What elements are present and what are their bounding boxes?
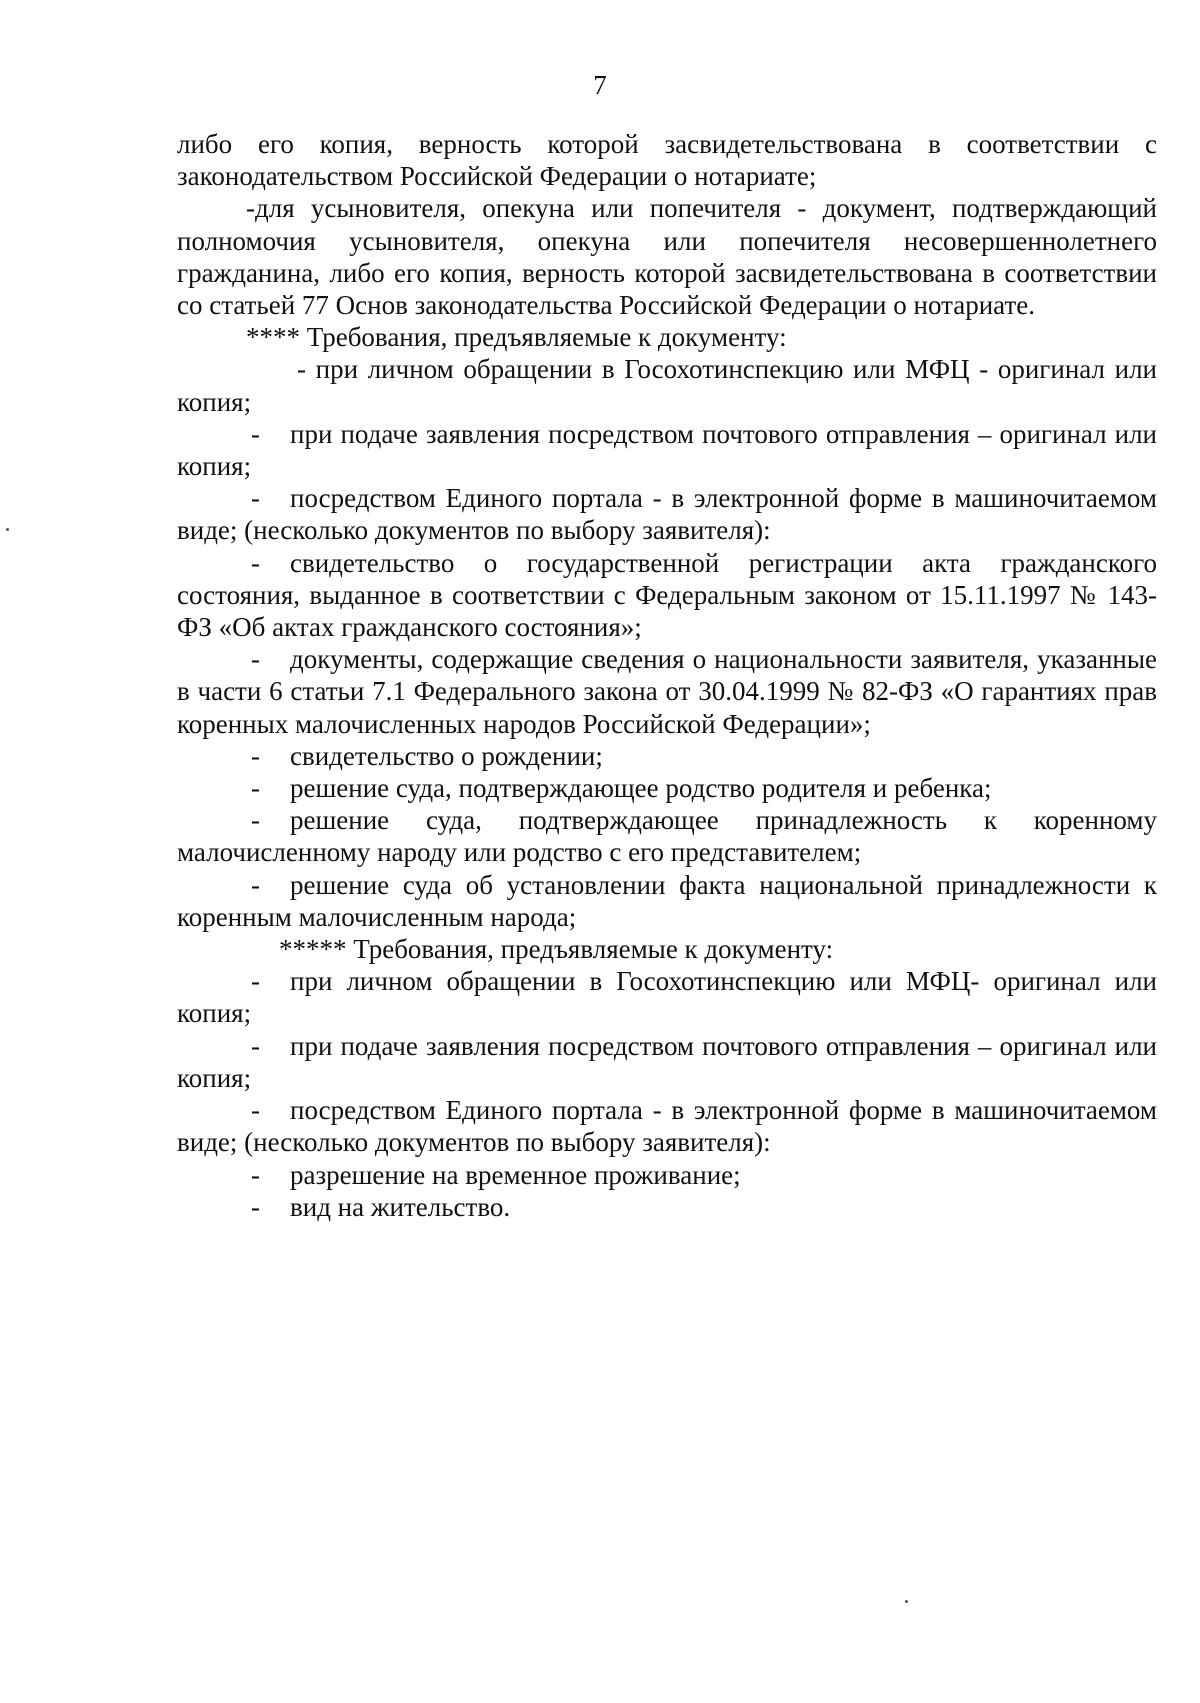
list-item [177, 869, 1157, 933]
list-item [177, 740, 1157, 772]
list-item-text: решение суда об установлении факта национальной принадлежности к коренным малочисленным народа; [177, 869, 1157, 932]
scan-speck [905, 1600, 908, 1603]
section-heading: **** Требования, предъявляемые к документу: [246, 322, 787, 353]
paragraph: либо его копия, верность которой засвидетельствована в соответствии с законодательством Российской Федерации о нотариате; [177, 129, 1157, 192]
list-dash: - [251, 1095, 260, 1126]
section-heading: ***** Требования, предъявляемые к документу: [279, 934, 834, 965]
list-item [177, 482, 1157, 546]
scan-speck [6, 528, 9, 531]
list-item-text: при подаче заявления посредством почтового отправления – оригинал или копия; [177, 1030, 1157, 1093]
list-item-text: решение суда, подтверждающее родство родителя и ребенка; [290, 773, 992, 804]
list-dash: - [251, 1191, 260, 1222]
list-item [177, 1159, 1157, 1191]
list-item [177, 804, 1157, 868]
list-dash: - [251, 740, 260, 771]
list-dash: - [251, 805, 260, 836]
list-dash: - [251, 1030, 260, 1061]
list-item [177, 1191, 1157, 1223]
list-item-text: свидетельство о государственной регистрации акта гражданского состояния, выданное в соответствии с Федеральным законом от 15.11.1997 № 143-ФЗ «Об актах гражданского состояния»; [177, 547, 1157, 643]
list-item [177, 965, 1157, 1029]
list-item-text: при подаче заявления посредством почтового отправления – оригинал или копия; [177, 418, 1157, 482]
list-dash: - [251, 483, 260, 514]
document-body [177, 128, 1157, 1223]
list-dash: - [251, 966, 260, 997]
list-item-text: при личном обращении в Госохотинспекцию или МФЦ- оригинал или копия; [177, 966, 1157, 1029]
list-dash: - [251, 773, 260, 804]
list-item-text: свидетельство о рождении; [290, 740, 603, 771]
list-item [177, 1030, 1157, 1094]
list-item-text: посредством Единого портала - в электронной форме в машиночитаемом виде; (несколько документов по выбору заявителя): [177, 483, 1157, 546]
list-item-text: разрешение на временное проживание; [290, 1159, 741, 1190]
list-item [177, 772, 1157, 804]
list-item [177, 1094, 1157, 1158]
page-number: 7 [593, 70, 607, 100]
list-item-text: решение суда, подтверждающее принадлежность к коренному малочисленному народу или родство с его представителем; [177, 805, 1157, 868]
paragraph: -для усыновителя, опекуна или попечителя - документ, подтверждающий полномочия усыновителя, опекуна или попечителя несовершеннолетнего гражданина, либо его копия, верность которой засвидетельствована в соответствии со статьей 77 Основ законодательства Российской Федерации о нотариате. [177, 193, 1157, 321]
list-item-text: вид на жительство. [290, 1191, 511, 1222]
list-dash: - [251, 869, 260, 900]
paragraph: - при личном обращении в Госохотинспекцию или МФЦ - оригинал или копия; [177, 354, 1157, 417]
list-item-text: посредством Единого портала - в электронной форме в машиночитаемом виде; (несколько документов по выбору заявителя): [177, 1095, 1157, 1158]
list-dash: - [251, 1159, 260, 1190]
list-dash: - [251, 547, 260, 578]
list-item [177, 643, 1157, 740]
list-dash: - [251, 418, 260, 449]
list-item [177, 418, 1157, 482]
list-item-text: документы, содержащие сведения о национальности заявителя, указанные в части 6 статьи 7.1 Федерального закона от 30.04.1999 № 82-ФЗ «О гарантиях прав коренных малочисленных народов Российской Федерации»; [177, 644, 1157, 739]
list-dash: - [251, 644, 260, 675]
list-item [177, 547, 1157, 644]
